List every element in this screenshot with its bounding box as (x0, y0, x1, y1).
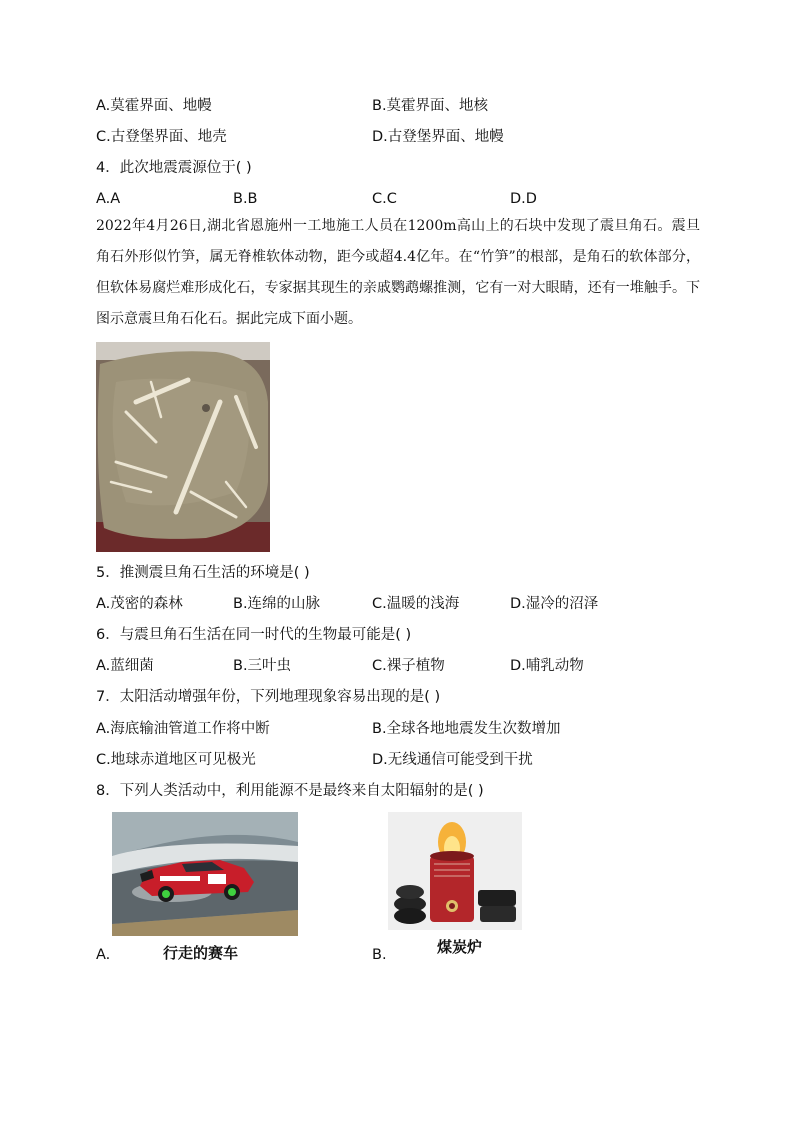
fossil-photo (96, 342, 270, 552)
q4-option-b: B.B (233, 191, 258, 207)
q5-option-d: D.湿冷的沼泽 (510, 596, 599, 612)
q6-stem: 6．与震旦角石生活在同一时代的生物最可能是( ) (96, 627, 412, 643)
q8-option-a-letter: A. (96, 947, 111, 963)
race-car-illustration (112, 812, 298, 936)
q8-option-a-caption: 行走的赛车 (163, 944, 239, 962)
q5-option-b: B.连绵的山脉 (233, 596, 321, 612)
q4-option-a: A.A (96, 191, 121, 207)
q7-stem: 7．太阳活动增强年份，下列地理现象容易出现的是( ) (96, 689, 441, 705)
q5-option-c: C.温暖的浅海 (372, 596, 460, 612)
q6-option-c: C.裸子植物 (372, 658, 445, 674)
q7-option-a: A.海底输油管道工作将中断 (96, 721, 270, 737)
fossil-illustration (96, 342, 270, 552)
race-car-photo (112, 812, 298, 936)
passage-text: 2022年4月26日,湖北省恩施州一工地施工人员在1200m高山上的石块中发现了震旦角石。震旦角石外形似竹笋，属无脊椎软体动物，距今或超4.4亿年。在“竹笋”的根部，是角石的软体部分，但软体易腐烂难形成化石，专家据其现生的亲戚鹦鹉螺推测，它有一对大眼睛，还有一堆触手。下图示意震旦角石化石。据此完成下面小题。 (96, 218, 700, 327)
q7-option-d: D.无线通信可能受到干扰 (372, 752, 533, 768)
q6-option-a: A.蓝细菌 (96, 658, 154, 674)
q3-option-b: B.莫霍界面、地核 (372, 98, 489, 114)
q3-option-d: D.古登堡界面、地幔 (372, 129, 504, 145)
q8-option-b-letter: B. (372, 947, 387, 963)
coal-stove-illustration (388, 812, 522, 930)
q5-stem: 5．推测震旦角石生活的环境是( ) (96, 565, 310, 581)
q4-stem: 4．此次地震震源位于( ) (96, 160, 252, 176)
q4-option-d: D.D (510, 191, 537, 207)
q8-option-b-caption: 煤炭炉 (437, 938, 483, 956)
q4-option-c: C.C (372, 191, 397, 207)
q5-option-a: A.茂密的森林 (96, 596, 183, 612)
q8-stem: 8．下列人类活动中，利用能源不是最终来自太阳辐射的是( ) (96, 783, 484, 799)
q7-option-c: C.地球赤道地区可见极光 (96, 752, 256, 768)
coal-stove-photo (388, 812, 522, 930)
q6-option-b: B.三叶虫 (233, 658, 292, 674)
q3-option-a: A.莫霍界面、地幔 (96, 98, 212, 114)
q7-option-b: B.全球各地地震发生次数增加 (372, 721, 561, 737)
q3-option-c: C.古登堡界面、地壳 (96, 129, 227, 145)
q6-option-d: D.哺乳动物 (510, 658, 584, 674)
